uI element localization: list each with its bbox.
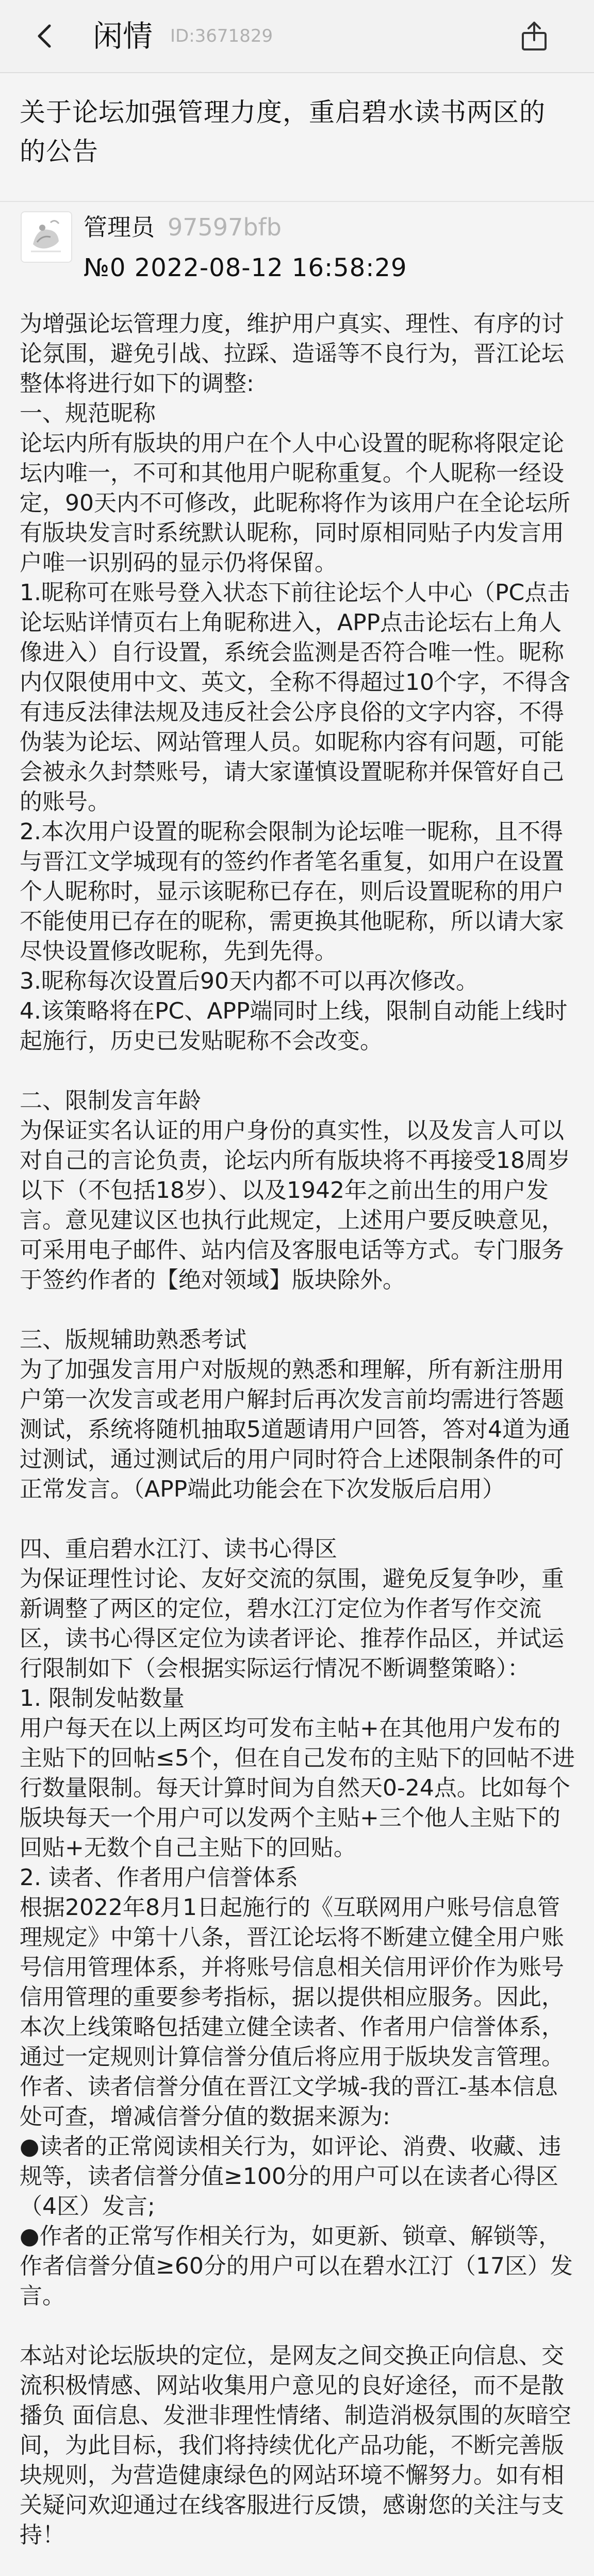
closing-paragraph: 本站对论坛版块的定位，是网友之间交换正向信息、交流积极情感、网站收集用户意见的良好途径，而不是散播负 面信息、发泄非理性情绪、制造消极氛围的灰暗空间，为此目标，我们将持续优化产品功能，不断完善版块规则，为营造健康绿色的网站环境不懈努力。如有相关疑问欢迎通过在线客服进行反馈，感谢您的关注与支持！ <box>20 2343 571 2548</box>
section-4-sub-2-title: 2. 读者、作者用户信誉体系 <box>20 1865 298 1891</box>
post-content <box>20 309 576 2576</box>
board-name: 闲情 <box>93 19 153 54</box>
section-1-item-2: 2.本次用户设置的昵称会限制为论坛唯一昵称，且不得与晋江文学城现有的签约作者笔名重复，如用户在设置个人昵称时，显示该昵称已存在，则后设置昵称的用户不能使用已存在的昵称，需更换其他昵称，所以请大家尽快设置修改昵称，先到先得。 <box>20 819 564 964</box>
section-1-item-3: 3.昵称每次设置后90天内都不可以再次修改。 <box>20 968 478 994</box>
share-button[interactable] <box>510 12 558 60</box>
post-author-row <box>0 202 594 300</box>
share-icon <box>518 20 551 53</box>
section-1-item-1: 1.昵称可在账号登入状态下前往论坛个人中心（PC点击论坛贴详情页右上角昵称进入，APP点击论坛右上角人像进入）自行设置，系统会监测是否符合唯一性。昵称内仅限使用中文、英文，全称不得超过10个字，不得含有违反法律法规及违反社会公序良俗的文字内容，不得伪装为论坛、网站管理人员。如昵称内容有问题，可能会被永久封禁账号，请大家谨慎设置昵称并保管好自己的账号。 <box>20 580 570 815</box>
section-4-sub-1-title: 1. 限制发帖数量 <box>20 1685 185 1711</box>
floor-and-timestamp: №0 2022-08-12 16:58:29 <box>84 253 407 282</box>
section-4-sub-2-body-2: 作者、读者信誉分值在晋江文学城-我的晋江-基本信息处可查，增减信誉分值的数据来源为: <box>20 2074 558 2130</box>
author-id: 97597bfb <box>168 213 282 241</box>
section-1-item-4: 4.该策略将在PC、APP端同时上线，限制自动能上线时起施行，历史已发贴昵称不会改变。 <box>20 998 568 1054</box>
post-title-area <box>0 73 594 202</box>
back-button[interactable] <box>21 11 70 61</box>
post-title: 关于论坛加强管理力度，重启碧水读书两区的的公告 <box>20 97 546 166</box>
section-1-title: 一、规范昵称 <box>20 400 156 427</box>
top-navigation-bar <box>0 0 594 73</box>
author-name[interactable]: 管理员 <box>84 213 155 241</box>
section-4-sub-1-body: 用户每天在以上两区均可发布主帖+在其他用户发布的主贴下的回帖≤5个，但在自己发布的主贴下的回帖不进行数量限制。每天计算时间为自然天0-24点。比如每个版块每天一个用户可以发两个主贴+三个他人主贴下的回贴+无数个自己主贴下的回贴。 <box>20 1715 575 1861</box>
avatar-icon <box>22 212 71 262</box>
section-3-body: 为了加强发言用户对版规的熟悉和理解，所有新注册用户第一次发言或老用户解封后再次发言前均需进行答题测试，系统将随机抽取5道题请用户回答，答对4道为通过测试，通过测试后的用户同时符合上述限制条件的可正常发言。（APP端此功能会在下次发版后启用） <box>20 1357 570 1502</box>
section-2-body: 为保证实名认证的用户身份的真实性，以及发言人可以对自己的言论负责，论坛内所有版块将不再接受18周岁以下（不包括18岁）、以及1942年之前出生的用户发言。意见建议区也执行此规定，上述用户要反映意见，可采用电子邮件、站内信及客服电话等方式。专门服务于签约作者的【绝对领域】版块除外。 <box>20 1117 570 1293</box>
content-intro: 为增强论坛管理力度，维护用户真实、理性、有序的讨论氛围，避免引战、拉踩、造谣等不良行为，晋江论坛整体将进行如下的调整: <box>20 311 564 397</box>
section-4-bullet-1: ●读者的正常阅读相关行为，如评论、消费、收藏、违规等，读者信誉分值≥100分的用户可以在读者心得区（4区）发言; <box>20 2133 562 2219</box>
section-4-body: 为保证理性讨论、友好交流的氛围，避免反复争吵，重新调整了两区的定位，碧水江汀定位为作者写作交流区，读书心得区定位为读者评论、推荐作品区，并试运行限制如下（会根据实际运行情况不断调整策略）： <box>20 1566 564 1682</box>
chevron-left-icon <box>32 23 59 49</box>
board-id: ID:3671829 <box>170 26 273 46</box>
section-4-bullet-2: ●作者的正常写作相关行为，如更新、锁章、解锁等，作者信誉分值≥60分的用户可以在碧水江汀（17区）发言。 <box>20 2223 573 2309</box>
section-4-sub-2-body: 根据2022年8月1日起施行的《互联网用户账号信息管理规定》中第十八条，晋江论坛将不断建立健全用户账号信用管理体系，并将账号信息相关信用评价作为账号信用管理的重要参考指标，据以提供相应服务。因此，本次上线策略包括建立健全读者、作者用户信誉体系，通过一定规则计算信誉分值后将应用于版块发言管理。 <box>20 1894 564 2070</box>
section-1-body: 论坛内所有版块的用户在个人中心设置的昵称将限定论坛内唯一，不可和其他用户昵称重复。个人昵称一经设定，90天内不可修改，此昵称将作为该用户在全论坛所有版块发言时系统默认昵称，同时原相同贴子内发言用户唯一识别码的显示仍将保留。 <box>20 430 570 576</box>
avatar[interactable] <box>21 211 72 263</box>
section-2-title: 二、限制发言年龄 <box>20 1088 201 1114</box>
section-4-title: 四、重启碧水江汀、读书心得区 <box>20 1536 337 1562</box>
section-3-title: 三、版规辅助熟悉考试 <box>20 1327 246 1353</box>
